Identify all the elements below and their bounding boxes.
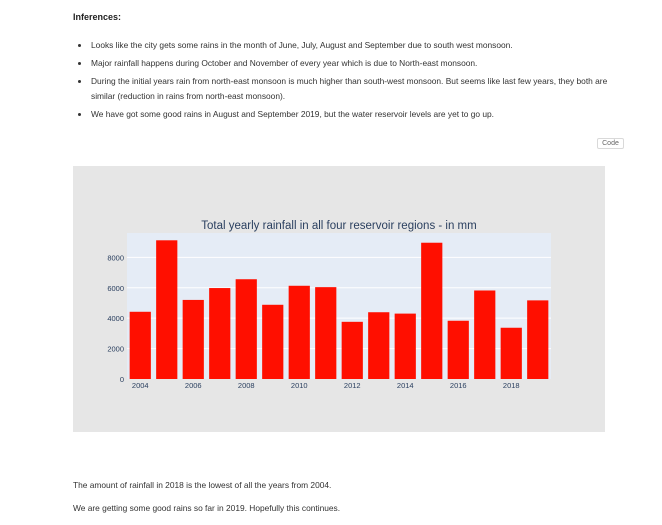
inferences-heading: Inferences: bbox=[73, 12, 122, 22]
x-tick-label: 2018 bbox=[502, 381, 520, 390]
x-tick-label: 2014 bbox=[396, 381, 414, 390]
x-tick-label: 2008 bbox=[237, 381, 255, 390]
y-tick-label: 2000 bbox=[107, 344, 124, 354]
bar-2008[interactable] bbox=[236, 279, 257, 379]
x-tick-label: 2004 bbox=[131, 381, 149, 390]
bar-2007[interactable] bbox=[209, 288, 230, 379]
bar-2004[interactable] bbox=[130, 312, 151, 379]
inferences-list bbox=[73, 38, 633, 125]
list-item: Looks like the city gets some rains in the month of June, July, August and September due to south west monsoon. bbox=[73, 38, 633, 53]
list-item: During the initial years rain from north-east monsoon is much higher than south-west monsoon. But seems like last few years, they both are similar (reduction in rains from north-east monsoon). bbox=[73, 74, 633, 104]
x-tick-label: 2016 bbox=[449, 381, 467, 390]
bar-2018[interactable] bbox=[501, 328, 522, 379]
bar-2013[interactable] bbox=[368, 312, 389, 379]
x-tick-label: 2010 bbox=[290, 381, 308, 390]
bar-2019[interactable] bbox=[527, 300, 548, 379]
bar-2009[interactable] bbox=[262, 305, 283, 379]
rainfall-bar-chart bbox=[73, 166, 605, 432]
y-tick-label: 4000 bbox=[107, 314, 124, 324]
paragraph-lowest-rainfall: The amount of rainfall in 2018 is the lowest of all the years from 2004. bbox=[73, 480, 332, 490]
bar-2015[interactable] bbox=[421, 243, 442, 379]
bar-2014[interactable] bbox=[395, 314, 416, 379]
list-item: Major rainfall happens during October and November of every year which is due to North-east monsoon. bbox=[73, 56, 633, 71]
bar-2005[interactable] bbox=[156, 240, 177, 379]
bar-2017[interactable] bbox=[474, 290, 495, 379]
x-tick-label: 2012 bbox=[343, 381, 361, 390]
y-tick-label: 0 bbox=[119, 375, 124, 384]
x-tick-label: 2006 bbox=[184, 381, 202, 390]
chart-panel bbox=[73, 166, 605, 432]
paragraph-good-rains: We are getting some good rains so far in 2019. Hopefully this continues. bbox=[73, 503, 341, 513]
bar-2016[interactable] bbox=[448, 321, 469, 379]
bar-2010[interactable] bbox=[289, 286, 310, 379]
chart-title: Total yearly rainfall in all four reservoir regions - in mm bbox=[201, 220, 477, 232]
bar-2006[interactable] bbox=[183, 300, 204, 379]
list-item: We have got some good rains in August and September 2019, but the water reservoir levels are yet to go up. bbox=[73, 107, 633, 122]
bar-2011[interactable] bbox=[315, 287, 336, 379]
code-toggle-button[interactable]: Code bbox=[597, 138, 624, 149]
bar-2012[interactable] bbox=[342, 322, 363, 379]
y-tick-label: 8000 bbox=[107, 253, 124, 263]
y-tick-label: 6000 bbox=[107, 283, 124, 293]
